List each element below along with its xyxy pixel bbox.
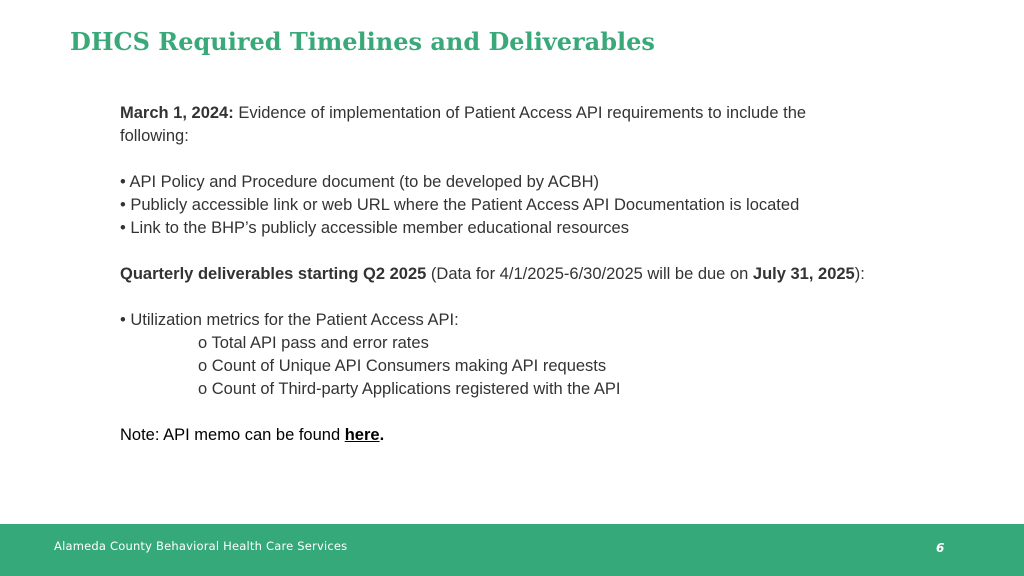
note-text: Note: API memo can be found [120, 426, 345, 444]
sub-item: o Count of Third-party Applications registered with the API [198, 380, 621, 398]
note-line [120, 424, 940, 447]
page-number: 6 [936, 541, 945, 555]
sub-item: o Count of Unique API Consumers making API requests [198, 357, 607, 375]
section2-end-text: ): [854, 265, 865, 283]
section1-line2: following: [120, 127, 189, 145]
spacer [120, 401, 940, 424]
note-end: . [379, 426, 385, 444]
bullet-item: • API Policy and Procedure document (to be developed by ACBH) [120, 173, 600, 191]
spacer [120, 148, 940, 171]
slide-body [120, 102, 940, 447]
footer-org-name: Alameda County Behavioral Health Care Services [54, 539, 348, 553]
section2-due-date: July 31, 2025 [752, 265, 855, 283]
section1-text: Evidence of implementation of Patient Access API requirements to include the [233, 104, 807, 122]
sub-item: o Total API pass and error rates [198, 334, 429, 352]
bullet-item: • Link to the BHP’s publicly accessible member educational resources [120, 219, 629, 237]
section2-heading-line [120, 263, 940, 286]
bullet-item: • Utilization metrics for the Patient Access API: [120, 311, 459, 329]
section2-heading: Quarterly deliverables starting Q2 2025 [120, 265, 427, 283]
spacer [120, 286, 940, 309]
footer-bar [0, 524, 1024, 576]
spacer [120, 240, 940, 263]
bullet-item: • Publicly accessible link or web URL where the Patient Access API Documentation is located [120, 196, 800, 214]
slide-title: DHCS Required Timelines and Deliverables [70, 27, 655, 56]
section2-mid-text: (Data for 4/1/2025-6/30/2025 will be due on [426, 265, 753, 283]
memo-link[interactable]: here [344, 426, 380, 444]
section1-line1 [120, 102, 940, 125]
section1-date: March 1, 2024: [120, 104, 234, 122]
